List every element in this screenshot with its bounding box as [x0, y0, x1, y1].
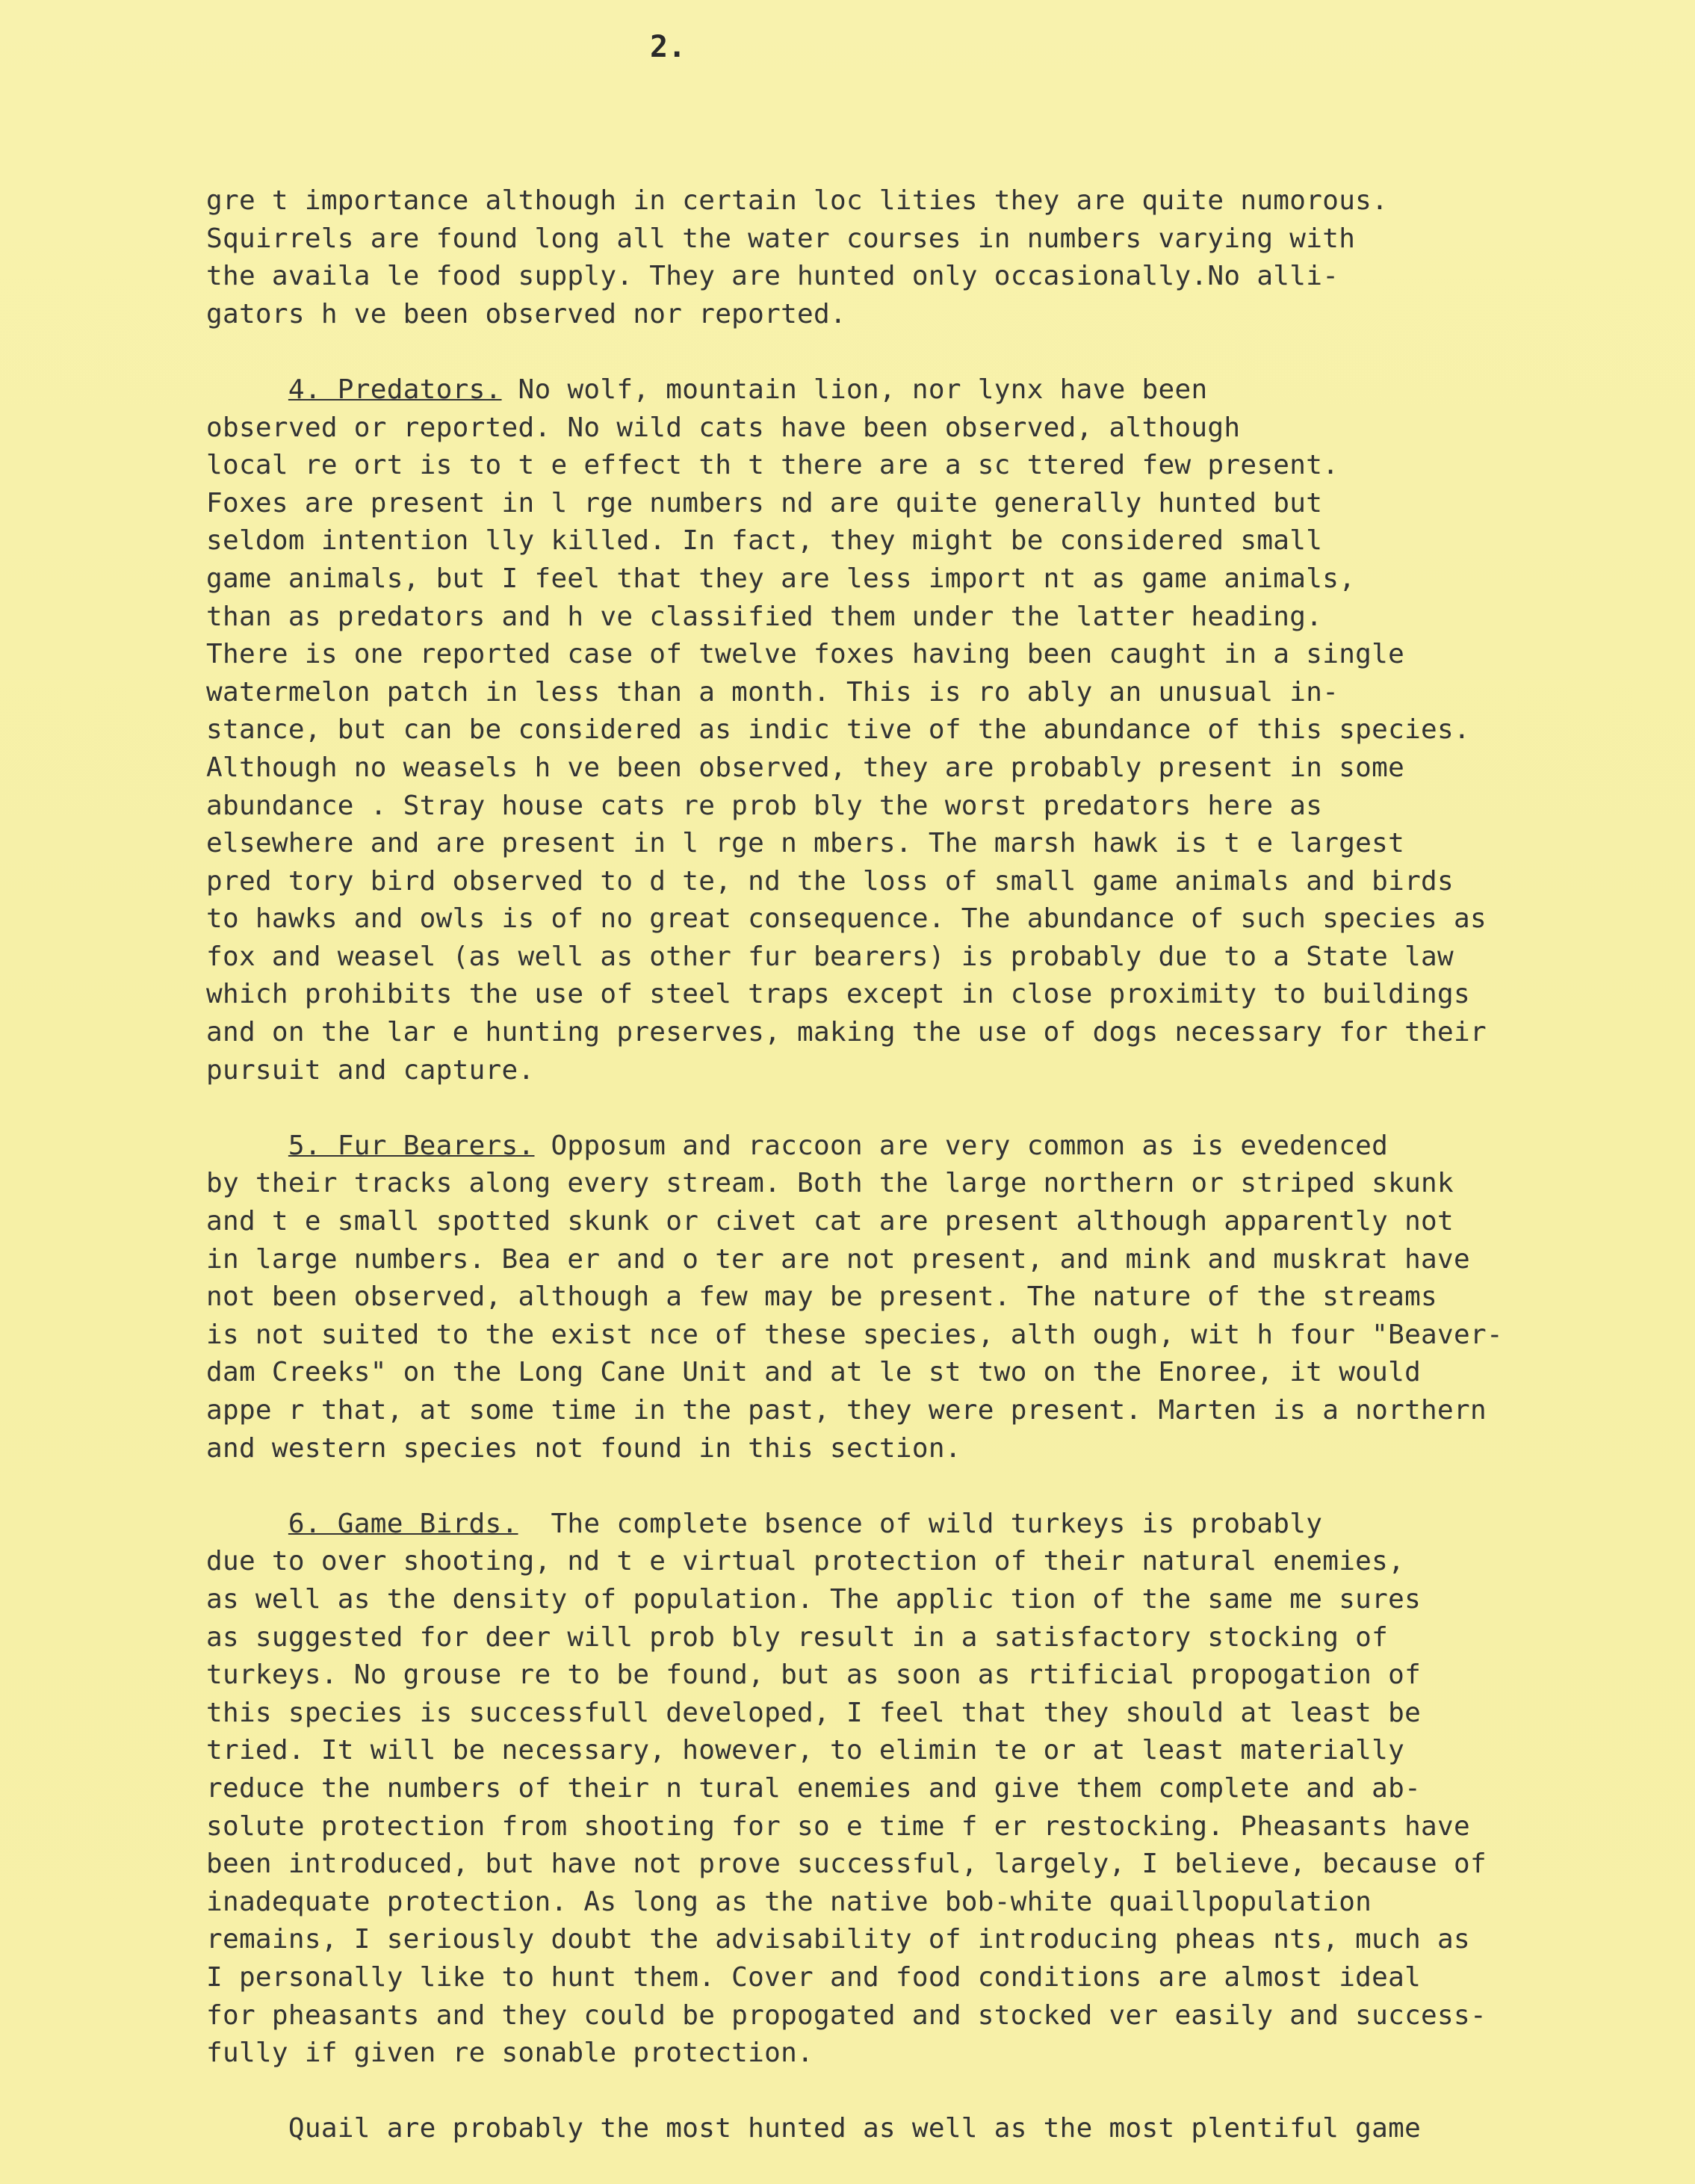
text-line: this species is successfull developed, I feel that they should at least be: [206, 1697, 1422, 1728]
text-line: Foxes are present in l rge numbers nd are quite generally hunted but: [206, 487, 1323, 519]
text-line: as suggested for deer will prob bly result in a satisfactory stocking of: [206, 1621, 1389, 1653]
text-line: fox and weasel (as well as other fur bearers) is probably due to a State law: [206, 941, 1454, 972]
section-game-birds: [206, 1506, 1685, 2073]
section-predators: [206, 371, 1685, 1089]
section-heading-predators: 4. Predators.: [288, 374, 502, 405]
text-line: as well as the density of population. The applic tion of the same me sures: [206, 1583, 1422, 1615]
text-line: not been observed, although a few may be present. The nature of the streams: [206, 1281, 1438, 1313]
text-line: and t e small spotted skunk or civet cat are present although apparently not: [206, 1206, 1454, 1237]
text-line: abundance . Stray house cats re prob bly the worst predators here as: [206, 790, 1323, 821]
section-heading-game-birds: 6. Game Birds.: [288, 1508, 518, 1539]
text-line: remains, I seriously doubt the advisability of introducing pheas nts, much as: [206, 1924, 1470, 1955]
text-line: gators h ve been observed nor reported.: [206, 298, 846, 330]
text-line: which prohibits the use of steel traps except in close proximity to buildings: [206, 979, 1470, 1010]
text-line: appe r that, at some time in the past, they were present. Marten is a northern: [206, 1395, 1487, 1426]
section-heading-fur-bearers: 5. Fur Bearers.: [288, 1130, 535, 1161]
text-line: dam Creeks" on the Long Cane Unit and at le st two on the Enoree, it would: [206, 1357, 1422, 1388]
text-line: turkeys. No grouse re to be found, but as soon as rtificial propogation of: [206, 1659, 1422, 1691]
text-line: pursuit and capture.: [206, 1054, 535, 1086]
text-line: solute protection from shooting for so e time f er restocking. Pheasants have: [206, 1810, 1470, 1842]
page-number: 2.: [650, 30, 687, 64]
text-line: I personally like to hunt them. Cover and food conditions are almost ideal: [206, 1961, 1422, 1993]
paragraph-continuation: [206, 182, 1685, 333]
text-line: the availa le food supply. They are hunted only occasionally.No alli-: [206, 261, 1339, 292]
text-line: in large numbers. Bea er and o ter are not present, and mink and muskrat have: [206, 1243, 1470, 1275]
text-line: by their tracks along every stream. Both the large northern or striped skunk: [206, 1168, 1454, 1199]
text-fragment: The complete bsence of wild turkeys is probably: [518, 1508, 1323, 1539]
text-line: watermelon patch in less than a month. This is ro ably an unusual in-: [206, 676, 1339, 708]
text-line: and on the lar e hunting preserves, making the use of dogs necessary for their: [206, 1017, 1487, 1048]
text-line: and western species not found in this section.: [206, 1432, 961, 1464]
text-line: [206, 1506, 1685, 1544]
text-line: [206, 1127, 1685, 1166]
text-line: been introduced, but have not prove successful, largely, I believe, because of: [206, 1849, 1487, 1880]
text-line: due to over shooting, nd t e virtual protection of their natural enemies,: [206, 1546, 1405, 1577]
text-line: fully if given re sonable protection.: [206, 2038, 814, 2069]
section-fur-bearers: [206, 1127, 1685, 1467]
text-line: There is one reported case of twelve foxes having been caught in a single: [206, 639, 1405, 670]
text-line: local re ort is to t e effect th t there are a sc ttered few present.: [206, 450, 1339, 481]
text-line: is not suited to the exist nce of these species, alth ough, wit h four "Beaver-: [206, 1319, 1503, 1350]
text-line: than as predators and h ve classified them under the latter heading.: [206, 601, 1323, 632]
text-line: stance, but can be considered as indic tive of the abundance of this species.: [206, 714, 1470, 746]
text-line: tried. It will be necessary, however, to elimin te or at least materially: [206, 1735, 1405, 1766]
text-line: Squirrels are found long all the water courses in numbers varying with: [206, 223, 1356, 254]
text-line: elsewhere and are present in l rge n mbers. The marsh hawk is t e largest: [206, 828, 1405, 859]
text-line: for pheasants and they could be propogated and stocked ver easily and success-: [206, 1999, 1487, 2031]
text-line: gre t importance although in certain loc lities they are quite numorous.: [206, 185, 1389, 216]
text-line: seldom intention lly killed. In fact, they might be considered small: [206, 525, 1323, 557]
text-line: inadequate protection. As long as the native bob-white quaillpopulation: [206, 1886, 1372, 1917]
text-fragment: No wolf, mountain lion, nor lynx have been: [501, 374, 1208, 405]
text-line: to hawks and owls is of no great consequence. The abundance of such species as: [206, 903, 1487, 935]
document-body: [206, 182, 1685, 2148]
text-line: pred tory bird observed to d te, nd the loss of small game animals and birds: [206, 865, 1454, 897]
text-line: Although no weasels h ve been observed, they are probably present in some: [206, 752, 1405, 783]
text-line: observed or reported. No wild cats have been observed, although: [206, 412, 1241, 443]
text-line: game animals, but I feel that they are less import nt as game animals,: [206, 563, 1356, 594]
text-line: reduce the numbers of their n tural enemies and give them complete and ab-: [206, 1772, 1422, 1804]
text-line: Quail are probably the most hunted as well as the most plentiful game: [206, 2113, 1422, 2144]
text-fragment: Opposum and raccoon are very common as is evedenced: [534, 1130, 1389, 1161]
text-line: [206, 371, 1685, 409]
paragraph-quail: [206, 2110, 1685, 2148]
